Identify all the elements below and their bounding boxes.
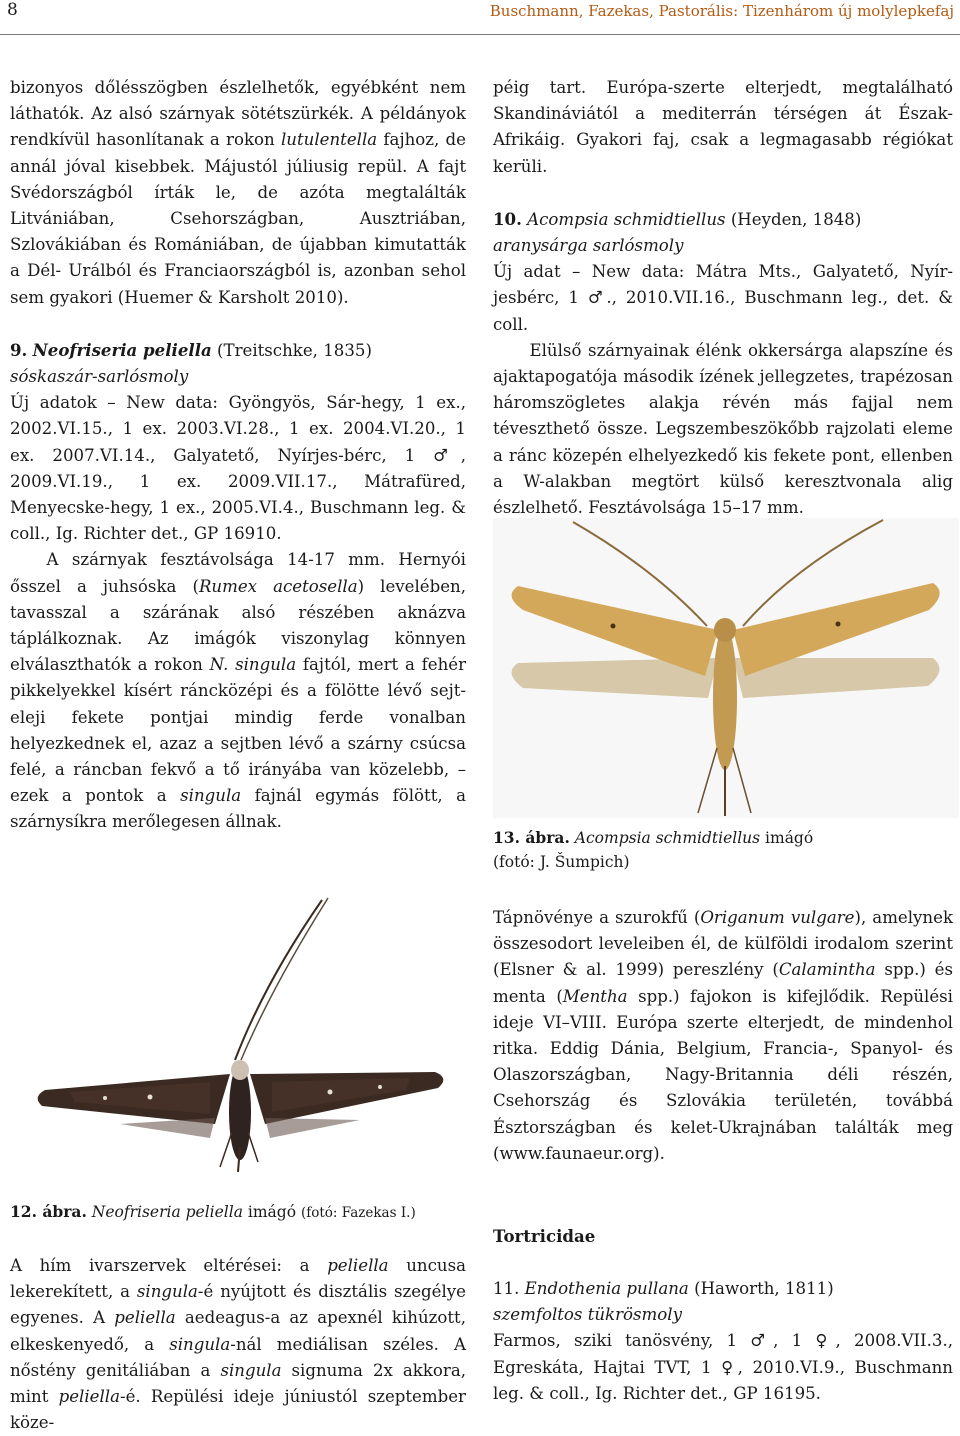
family-heading: Tortricidae [493,1226,596,1246]
page-number: 8 [7,0,18,20]
paragraph: Tápnövénye a szurokfű (Origanum vulgare), amelynek összesodort leveleiben él, de külföldi irodalom szerint (Elsner & al. 1999) pereszlény (Calamintha spp.) és menta (Mentha spp.) fajokon is kifejlődik. Repülési ideje VI–VIII. Európa szerte elterjedt, de mindenhol ritka. Eddig Dánia, Belgium, Francia-, Spanyol- és Olaszországban, Nagy-Britannia déli részén, Csehország és Szlovákia területén, továbbá Észtországban és kelet-Ukrajnában találták meg (www.faunaeur.org). [493,908,953,1163]
right-column-top [493,75,953,521]
paragraph: bizonyos dőlésszögben észlelhetők, egyébként nem láthatók. Az alsó szárnyak sötétszürkék. A példányok rendkívül hasonlítanak a rokon lutulentella fajhoz, de annál jóval kisebbek. Májustól júliusig repül. A fajt Svédországból írták le, de azóta megtalálták Litvániában, Csehországban, Ausztriában, Szlovákiában és Romániában, de újabban kimutatták a Dél- Urálból és Franciaországból is, azonban sehol sem gyakori (Huemer & Karsholt 2010). [10,78,466,307]
species-data-9: Új adatok – New data: Gyöngyös, Sár-hegy, 1 ex., 2002.VI.15., 1 ex. 2003.VI.28., 1 ex. 2004.VI.20., 1 ex. 2007.VI.14., Galyatető, Nyírjes-bérc, 1 ♂, 2009.VI.19., 1 ex. 2009.VII.17., Mátrafüred, Menyecske-hegy, 1 ex., 2005.VI.4., Buschmann leg. & coll., Ig. Richter det., GP 16910. [10,393,466,544]
right-column-bottom [493,905,953,1167]
species-common-name-11: szemfoltos tükrösmoly [493,1305,682,1325]
paragraph: péig tart. Európa-szerte elterjedt, megtalálható Skandináviától a mediterrán térségen át Észak-Afrikáig. Gyakori faj, csak a legmagasabb régiókat kerüli. [493,78,953,176]
right-column-species-11 [493,1276,953,1407]
running-title: Buschmann, Fazekas, Pastorális: Tizenhárom új molylepkefaj [489,2,954,20]
left-column-bottom [10,1253,466,1436]
paragraph: Elülső szárnyainak élénk okkersárga alapszíne és ajaktapogatója második ízének jellegzetes, trapézosan háromszögletes alakja révén más fajjal nem téveszthető össze. Legszembeszökőbb rajzolati eleme a ránc közepén elhelyezkedő kis fekete pont, ellenben a W-alakban megtört külső keresztvonala alig észlelhető. Fesztávolsága 15–17 mm. [493,340,953,518]
species-heading-11: 11. Endothenia pullana (Haworth, 1811) [493,1279,834,1298]
paragraph: A szárnyak fesztávolsága 14-17 mm. Hernyói ősszel a juhsóska (Rumex acetosella) levelében, tavasszal a szárának alsó részében aknázva táplálkoznak. Az imágók viszonylag könnyen elválaszthatók a rokon N. singula fajtól, mert a fehér pikkelyekkel kísért ráncközépi és a fölötte lévő sejt-eleji fekete pontjai mindig ferde vonalban helyezkednek el, azaz a sejtben lévő a szárny csúcsa felé, a ráncban fekvő a tő irányába van közelebb, – ezek a pontok a singula fajnál egymás fölött, a szárnysíkra merőlegesen állnak. [10,550,467,832]
paragraph: A hím ivarszervek eltérései: a peliella uncusa lekerekített, a singula-é nyújtott és disztális szegélye egyenes. A peliella aedeagus-a az apexnél kihúzott, elkeskenyedő, a singula-nál mediálisan széles. A nőstény genitáliában a singula signuma 2x akkora, mint peliella-é. Repülési ideje júniustól szeptember köze- [10,1256,467,1433]
figure-13-credit: (fotó: J. Šumpich) [493,853,630,871]
left-column-top [10,75,466,836]
species-data-11: Farmos, sziki tanösvény, 1 ♂, 1 ♀, 2008.VII.3., Egreskáta, Hajtai TVT, 1 ♀, 2010.VI.9., Buschmann leg. & coll., Ig. Richter det., GP 16195. [493,1331,953,1403]
species-heading-10: 10. Acompsia schmidtiellus (Heyden, 1848) [493,208,862,229]
species-common-name-9: sóskaszár-sarlósmoly [10,367,189,387]
figure-13-moth-photo [493,518,959,818]
species-common-name-10: aranysárga sarlósmoly [493,236,684,256]
figure-12-moth-photo [10,892,470,1192]
figure-13-caption: 13. ábra. Acompsia schmidtiellus imágó [493,828,814,847]
species-data-10: Új adat – New data: Mátra Mts., Galyatető, Nyír-jesbérc, 1 ♂., 2010.VII.16., Buschmann leg., det. & coll. [493,262,953,334]
figure-12-caption: 12. ábra. Neofriseria peliella imágó (fotó: Fazekas I.) [10,1202,416,1221]
header-rule [0,34,960,35]
species-heading-9: 9. Neofriseria peliella (Treitschke, 1835) [10,339,372,360]
